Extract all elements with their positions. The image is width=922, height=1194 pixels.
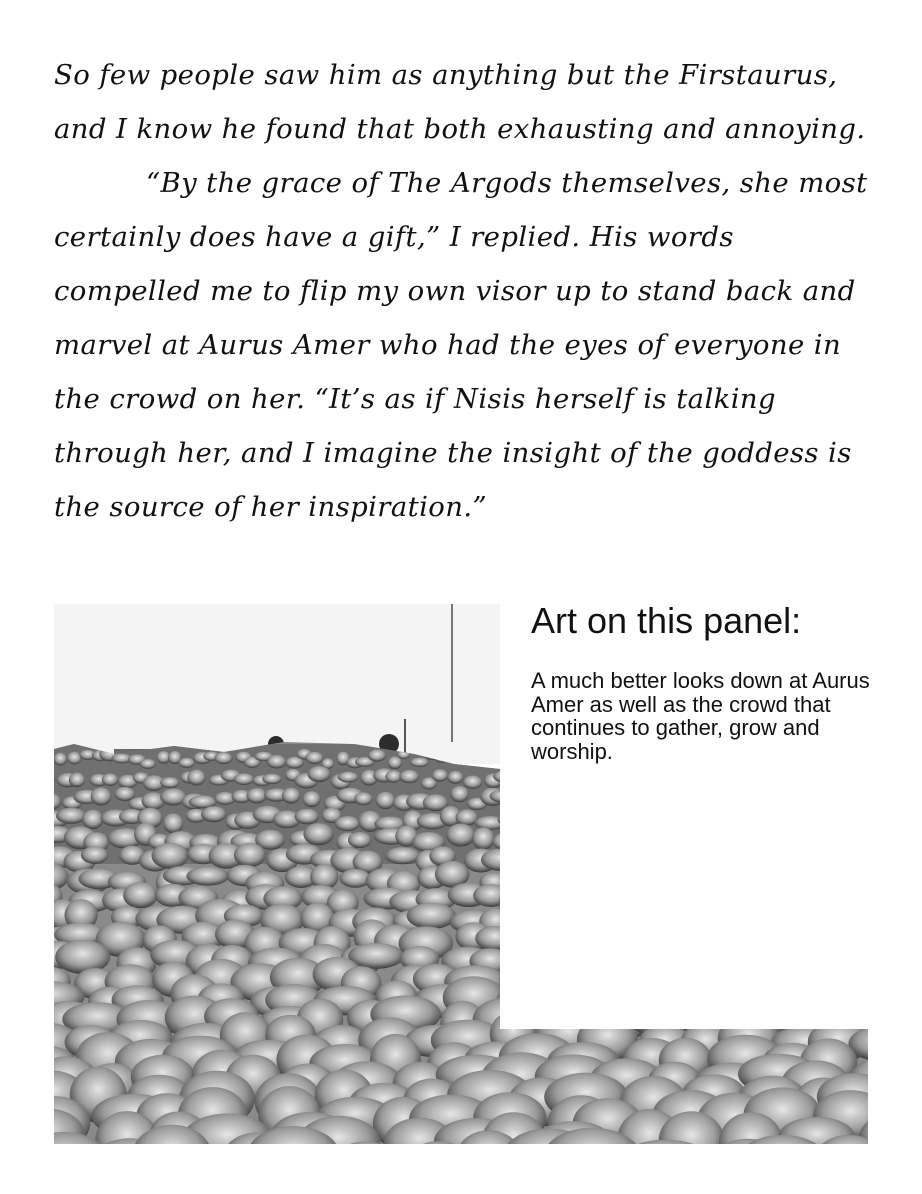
hat-shape: [714, 888, 751, 909]
hat-shape: [572, 770, 587, 783]
hat-shape: [662, 881, 694, 909]
hat-shape: [711, 961, 757, 994]
hat-shape: [819, 865, 849, 891]
hat-shape: [267, 755, 287, 768]
hat-shape: [502, 866, 545, 889]
hat-shape: [855, 958, 868, 991]
hat-shape: [797, 865, 830, 890]
hat-shape: [305, 752, 323, 764]
hat-shape: [463, 776, 483, 789]
hat-shape: [834, 807, 856, 825]
hat-shape: [544, 774, 561, 789]
hat-shape: [811, 774, 832, 785]
hat-shape: [850, 847, 868, 866]
hat-shape: [590, 771, 605, 784]
hat-shape: [784, 851, 811, 871]
hat-shape: [867, 795, 868, 808]
hat-shape: [570, 786, 590, 802]
hat-shape: [737, 776, 754, 791]
hat-shape: [816, 833, 847, 855]
hat-shape: [589, 922, 640, 958]
hat-shape: [82, 810, 103, 830]
hat-shape: [506, 850, 542, 876]
hat-shape: [69, 773, 85, 787]
hat-shape: [615, 776, 637, 787]
hat-shape: [765, 792, 784, 809]
hat-shape: [102, 773, 118, 786]
hat-shape: [91, 787, 112, 805]
hat-shape: [697, 804, 720, 824]
hat-shape: [738, 864, 779, 893]
hat-shape: [529, 826, 562, 847]
hat-shape: [507, 794, 533, 811]
hat-shape: [651, 939, 707, 974]
panel-note-title: Art on this panel:: [531, 600, 802, 641]
hat-shape: [671, 907, 706, 936]
hat-shape: [817, 958, 858, 998]
hat-shape: [675, 852, 707, 873]
hat-shape: [695, 908, 739, 931]
hat-shape: [652, 796, 674, 811]
hat-shape: [512, 758, 525, 767]
hat-shape: [693, 789, 720, 802]
hat-shape: [282, 788, 301, 804]
hat-shape: [571, 850, 609, 871]
hat-shape: [811, 902, 850, 926]
hat-shape: [178, 758, 195, 768]
hat-shape: [503, 755, 518, 766]
hat-shape: [376, 792, 396, 809]
hat-shape: [432, 769, 449, 781]
hat-shape: [399, 770, 419, 783]
hat-shape: [839, 772, 861, 786]
hat-shape: [753, 773, 776, 784]
hat-shape: [848, 866, 868, 893]
hat-shape: [631, 890, 664, 917]
hat-shape: [56, 808, 86, 824]
hat-shape: [796, 939, 844, 971]
hat-shape: [123, 882, 158, 908]
hat-shape: [762, 938, 818, 973]
hat-shape: [830, 942, 868, 970]
hat-shape: [474, 816, 506, 830]
hat-shape: [689, 868, 727, 889]
hat-shape: [524, 909, 557, 935]
hat-shape: [472, 827, 495, 850]
hat-shape: [619, 804, 640, 825]
hat-shape: [674, 775, 695, 789]
hat-shape: [498, 812, 521, 827]
hat-shape: [640, 965, 704, 996]
hat-shape: [475, 926, 514, 951]
hat-shape: [592, 888, 624, 915]
hat-shape: [725, 797, 744, 810]
hat-shape: [338, 772, 359, 783]
hat-shape: [385, 847, 421, 864]
hat-shape: [234, 773, 255, 785]
hat-shape: [651, 980, 712, 1012]
hat-shape: [829, 772, 845, 785]
hat-shape: [772, 828, 799, 844]
hat-shape: [692, 885, 731, 914]
hat-shape: [354, 792, 372, 805]
hat-shape: [798, 795, 818, 812]
hat-shape: [410, 758, 430, 767]
hat-shape: [553, 824, 586, 846]
hat-shape: [862, 770, 868, 784]
hat-shape: [604, 863, 636, 891]
hat-shape: [862, 884, 868, 908]
hat-shape: [807, 884, 845, 910]
hat-shape: [446, 824, 475, 847]
hat-shape: [680, 947, 737, 980]
hat-shape: [751, 812, 783, 826]
hat-shape: [832, 983, 868, 1016]
hat-shape: [843, 789, 868, 806]
hat-shape: [551, 773, 573, 784]
hat-shape: [832, 889, 866, 909]
hat-shape: [619, 789, 638, 802]
hat-shape: [717, 778, 738, 790]
hat-shape: [739, 907, 776, 934]
hat-shape: [295, 809, 320, 825]
hat-shape: [635, 791, 659, 803]
hat-shape: [600, 792, 626, 806]
hat-shape: [368, 749, 386, 761]
hat-shape: [529, 852, 558, 870]
hat-shape: [859, 908, 868, 936]
hat-shape: [706, 769, 726, 781]
hat-shape: [549, 904, 594, 931]
hat-shape: [781, 986, 824, 1018]
hat-shape: [510, 938, 561, 972]
hat-shape: [490, 790, 516, 803]
hat-shape: [522, 773, 541, 785]
hat-shape: [573, 959, 615, 988]
hat-shape: [608, 901, 655, 935]
hat-shape: [835, 793, 856, 806]
hat-shape: [541, 881, 573, 908]
hat-shape: [787, 768, 802, 779]
hat-shape: [234, 843, 266, 867]
hat-shape: [603, 772, 618, 787]
hat-shape: [793, 833, 823, 853]
hat-shape: [564, 811, 584, 829]
hat-shape: [493, 833, 517, 850]
hat-shape: [530, 793, 555, 806]
hat-shape: [729, 944, 769, 970]
hat-shape: [152, 843, 189, 869]
hat-shape: [496, 986, 544, 1018]
hat-shape: [687, 979, 736, 1021]
hat-shape: [638, 827, 673, 844]
hat-shape: [572, 863, 606, 887]
hat-shape: [597, 809, 629, 829]
hat-shape: [854, 924, 868, 959]
hat-shape: [187, 770, 205, 786]
hat-shape: [569, 979, 629, 1012]
hat-shape: [335, 816, 361, 831]
hat-shape: [658, 808, 681, 825]
hat-shape: [541, 814, 562, 832]
story-paragraph-2: “By the grace of The Argods themselves, she most certainly does have a gift,” I replied. His words compelled me to flip my own visor up to stand back and marvel at Aurus Amer who had the eyes of everyone in the crowd on her. “It’s as if Nisis herself is talking through her, and I imagine the insight of the goddess is the source of her inspiration.”: [54, 167, 868, 523]
hat-shape: [864, 827, 868, 846]
hat-shape: [693, 774, 709, 787]
hat-shape: [842, 834, 868, 851]
hat-shape: [740, 813, 770, 833]
hat-shape: [493, 771, 516, 783]
hat-shape: [473, 884, 509, 907]
hat-shape: [811, 842, 837, 867]
hat-shape: [308, 766, 331, 782]
hat-shape: [680, 922, 729, 948]
hat-shape: [760, 900, 809, 929]
hat-shape: [731, 975, 798, 1017]
hat-shape: [721, 864, 754, 887]
hat-shape: [563, 1000, 608, 1032]
hat-shape: [580, 788, 602, 806]
hat-shape: [807, 790, 831, 804]
hat-shape: [517, 813, 543, 828]
hat-shape: [568, 880, 607, 909]
hat-shape: [613, 944, 666, 975]
hat-shape: [201, 806, 227, 822]
hat-shape: [754, 928, 806, 953]
hat-shape: [774, 794, 799, 812]
hat-shape: [500, 964, 541, 993]
hat-shape: [511, 771, 531, 786]
hat-shape: [764, 766, 786, 781]
hat-shape: [684, 810, 706, 829]
hat-shape: [262, 774, 282, 784]
hat-shape: [863, 978, 868, 1022]
hat-shape: [654, 928, 695, 956]
hat-shape: [634, 844, 663, 866]
hat-shape: [762, 829, 786, 846]
hat-shape: [599, 825, 634, 847]
hat-shape: [850, 810, 868, 824]
story-paragraph-1: So few people saw him as anything but the Firstaurus, and I know he found that both exhausting and annoying.: [54, 59, 866, 145]
hat-shape: [789, 811, 819, 830]
hat-shape: [504, 826, 539, 847]
hat-shape: [643, 812, 668, 832]
hat-shape: [666, 771, 685, 786]
hat-shape: [621, 924, 658, 959]
hat-shape: [407, 903, 456, 929]
hat-shape: [607, 984, 667, 1020]
hat-shape: [776, 816, 804, 830]
hat-shape: [836, 846, 868, 865]
hat-shape: [562, 852, 589, 872]
hat-shape: [600, 850, 630, 874]
hat-shape: [719, 929, 771, 958]
hat-shape: [388, 756, 403, 769]
hat-shape: [571, 809, 600, 824]
hat-shape: [815, 813, 838, 834]
hat-shape: [587, 901, 621, 932]
hat-shape: [54, 753, 67, 766]
hat-shape: [618, 828, 646, 850]
hat-shape: [532, 863, 566, 885]
hat-shape: [822, 931, 860, 956]
hat-shape: [481, 849, 520, 871]
hat-shape: [302, 791, 320, 807]
hat-shape: [567, 829, 601, 847]
hat-shape: [450, 786, 469, 802]
hat-shape: [160, 777, 179, 788]
hat-shape: [535, 928, 590, 952]
hat-shape: [776, 923, 826, 951]
hat-shape: [637, 898, 687, 931]
hat-shape: [634, 776, 658, 788]
hat-shape: [799, 779, 814, 790]
hat-shape: [546, 942, 590, 973]
story-text: [54, 48, 874, 534]
hat-shape: [834, 907, 868, 936]
hat-shape: [163, 813, 183, 833]
hat-shape: [705, 787, 729, 803]
hat-shape: [723, 962, 776, 996]
hat-shape: [303, 823, 334, 845]
hat-shape: [536, 974, 582, 1015]
hat-shape: [772, 961, 814, 1001]
hat-shape: [701, 847, 726, 864]
hat-shape: [186, 867, 229, 886]
hat-shape: [553, 787, 572, 804]
hat-shape: [628, 957, 673, 993]
hat-shape: [752, 847, 781, 870]
panel-note-description: A much better looks down at Aurus Amer as well as the crowd that continues to gather, grow and worship.: [531, 668, 870, 764]
hat-shape: [632, 871, 666, 892]
hat-shape: [215, 752, 233, 764]
hat-shape: [740, 790, 766, 807]
hat-shape: [643, 771, 667, 785]
hat-shape: [738, 850, 768, 869]
hat-shape: [767, 885, 806, 907]
hat-shape: [727, 828, 751, 848]
hat-shape: [666, 823, 691, 845]
hat-shape: [716, 812, 743, 833]
hat-shape: [675, 796, 695, 809]
hat-shape: [585, 935, 637, 974]
hat-shape: [348, 832, 372, 848]
hat-shape: [140, 759, 156, 769]
hat-shape: [510, 923, 553, 959]
hat-shape: [751, 881, 796, 907]
hat-shape: [777, 863, 807, 892]
hat-shape: [499, 888, 542, 919]
hat-shape: [703, 827, 737, 845]
hat-shape: [81, 846, 109, 864]
hat-shape: [551, 868, 593, 890]
hat-shape: [528, 961, 590, 997]
hat-shape: [687, 833, 718, 849]
hat-shape: [661, 864, 690, 888]
hat-shape: [447, 771, 463, 784]
hat-shape: [655, 853, 683, 873]
